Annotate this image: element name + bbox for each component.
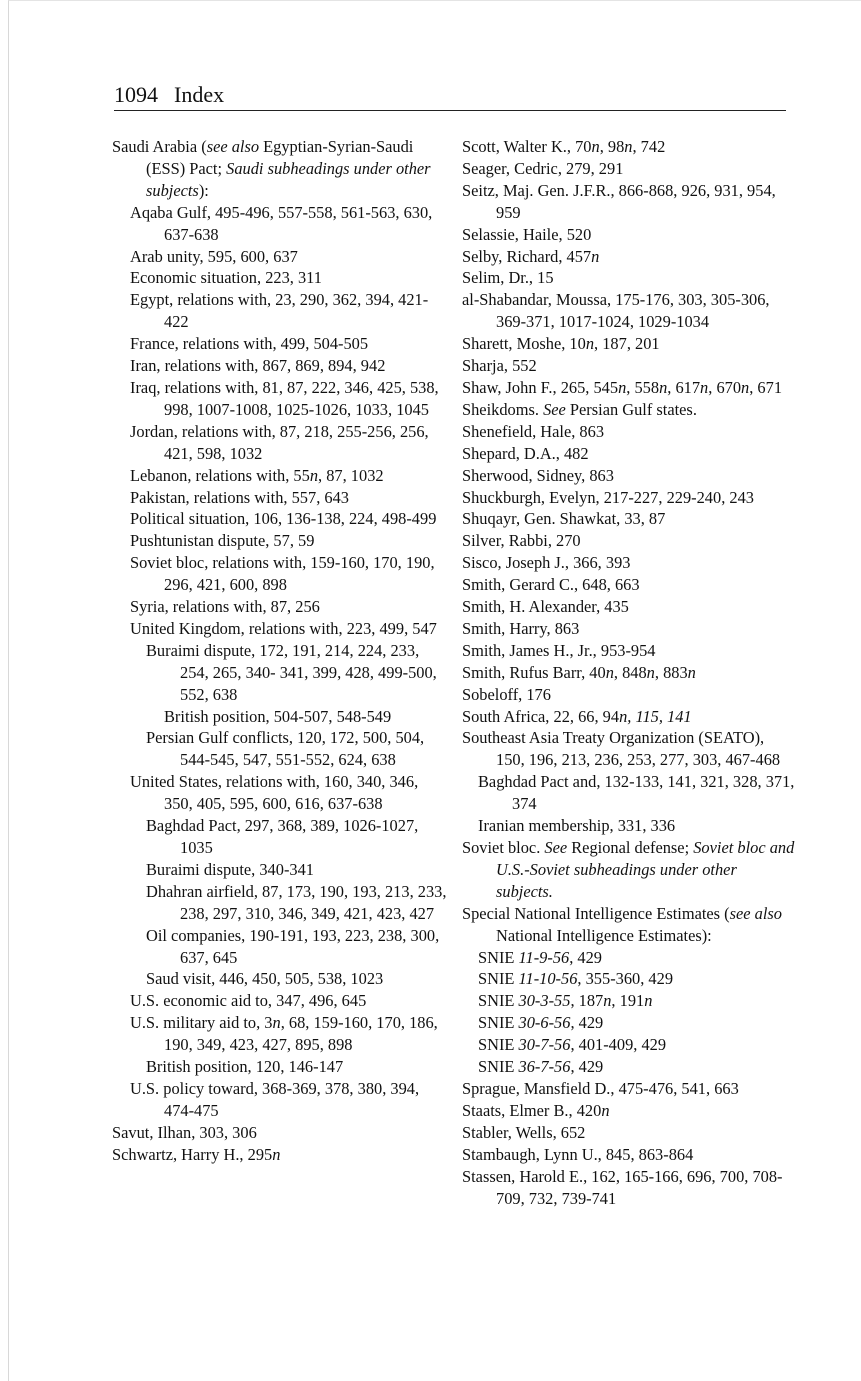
index-entry-text: n [603, 991, 612, 1011]
index-entry-text: , 355-360, 429 [577, 969, 674, 989]
index-entry-text: 36-7-56 [518, 1057, 571, 1077]
index-entry-text: Savut, Ilhan, 303, 306 [112, 1122, 257, 1142]
index-entry-text: n [272, 1144, 281, 1164]
index-entry-text: , 558 [626, 377, 660, 397]
index-entry [459, 443, 795, 465]
index-entry-text: Economic situation, 223, 311 [130, 268, 322, 288]
index-entry [112, 355, 448, 377]
index-entry-text: , 187, 201 [594, 334, 660, 354]
index-entry [459, 968, 795, 990]
index-entry-text: Soviet bloc, relations with, 159-160, 170, 190, 296, 421, 600, 898 [130, 553, 435, 595]
index-entry-text: Political situation, 106, 136-138, 224, 498-499 [130, 509, 437, 529]
index-entry-text: SNIE [478, 991, 519, 1011]
index-entry-text: SNIE [478, 947, 519, 967]
index-entry-text: U.S. policy toward, 368-369, 378, 380, 394, 474-475 [130, 1078, 420, 1120]
index-entry [459, 158, 795, 180]
index-entry-text: Persian Gulf states. [565, 399, 697, 419]
index-entry-text: United States, relations with, 160, 340, 346, 350, 405, 595, 600, 616, 637-638 [130, 772, 419, 814]
index-entry-text: Iranian membership, 331, 336 [478, 816, 676, 836]
index-entry-text: Iraq, relations with, 81, 87, 222, 346, 425, 538, 998, 1007-1008, 1025-1026, 1033, 1045 [130, 377, 439, 419]
index-entry [112, 1144, 448, 1166]
index-entry [459, 903, 795, 947]
index-entry-text: Silver, Rabbi, 270 [462, 531, 581, 551]
index-entry-text: n [618, 377, 627, 397]
index-entry-text: n [591, 246, 600, 266]
index-entry-text: Special National Intelligence Estimates ( [462, 903, 730, 923]
index-entry [459, 508, 795, 530]
index-entry-text: U.S. economic aid to, 347, 496, 645 [130, 991, 367, 1011]
index-entry [459, 574, 795, 596]
index-entry [112, 640, 448, 706]
index-entry-text: n [659, 377, 668, 397]
index-entry-text: Dhahran airfield, 87, 173, 190, 193, 213, 233, 238, 297, 310, 346, 349, 421, 423, 427 [146, 881, 447, 923]
index-entry-text: Persian Gulf conflicts, 120, 172, 500, 504, 544-545, 547, 551-552, 624, 638 [146, 728, 425, 770]
index-entry [112, 530, 448, 552]
index-entry-text: South Africa, 22, 66, 94 [462, 706, 620, 726]
index-entry-text: Southeast Asia Treaty Organization (SEATO), 150, 196, 213, 236, 253, 277, 303, 467-468 [462, 728, 781, 770]
index-entry-text: Syria, relations with, 87, 256 [130, 597, 320, 617]
index-entry-text: n [605, 662, 614, 682]
index-entry-text: British position, 120, 146-147 [146, 1057, 344, 1077]
index-entry-text: Soviet bloc. [462, 838, 545, 857]
index-entry-text: Selim, Dr., 15 [462, 268, 554, 288]
index-entry [112, 136, 448, 202]
index-entry [459, 289, 795, 333]
index-entry [459, 1144, 795, 1166]
index-entry-text: , 191 [611, 991, 645, 1011]
index-entry-text: , 429 [570, 1057, 604, 1077]
index-entry [459, 706, 795, 728]
running-title: Index [174, 82, 225, 107]
index-entry-text: , 98 [599, 137, 625, 156]
index-entry [459, 399, 795, 421]
index-entry [112, 267, 448, 289]
index-entry-text: Jordan, relations with, 87, 218, 255-256, 256, 421, 598, 1032 [130, 421, 429, 463]
index-entry-text: n, 115, 141 [619, 706, 692, 726]
index-entry [459, 333, 795, 355]
index-entry-text: , 401-409, 429 [570, 1035, 667, 1055]
index-entry-text: SNIE [478, 969, 519, 989]
index-entry [459, 815, 795, 837]
index-entry [459, 530, 795, 552]
index-entry-text: Smith, James H., Jr., 953-954 [462, 640, 656, 660]
index-entry-text: Shenefield, Hale, 863 [462, 421, 605, 441]
index-entry-text: n [646, 662, 655, 682]
index-entry [459, 684, 795, 706]
index-entry [112, 246, 448, 268]
index-entry-text: n [601, 1100, 610, 1120]
index-entry-text: n [585, 334, 595, 354]
index-entry-text: Regional defense; [567, 838, 694, 857]
index-entry [459, 618, 795, 640]
index-entry [112, 465, 448, 487]
index-entry [459, 1034, 795, 1056]
index-entry-text: Baghdad Pact and, 132-133, 141, 321, 328, 371, 374 [478, 772, 795, 814]
index-entry-text: Schwartz, Harry H., 295 [112, 1144, 273, 1164]
index-entry-text: SNIE [478, 1013, 519, 1033]
index-entry [459, 1012, 795, 1034]
index-entry-text: Lebanon, relations with, 55 [130, 465, 310, 485]
index-entry-text: Shuqayr, Gen. Shawkat, 33, 87 [462, 509, 666, 529]
index-entry-text: 30-3-55 [518, 991, 571, 1011]
index-entry-text: Seitz, Maj. Gen. J.F.R., 866-868, 926, 931, 954, 959 [462, 180, 776, 222]
index-entry [112, 596, 448, 618]
index-entry [459, 837, 795, 903]
index-entry [112, 859, 448, 881]
index-entry [459, 596, 795, 618]
index-entry-text: Shuckburgh, Evelyn, 217-227, 229-240, 243 [462, 487, 754, 507]
index-entry-text: Smith, Gerard C., 648, 663 [462, 575, 640, 595]
index-entry-text: Oil companies, 190-191, 193, 223, 238, 300, 637, 645 [146, 925, 440, 967]
index-entry-text: Smith, H. Alexander, 435 [462, 597, 629, 617]
index-entry-text: Arab unity, 595, 600, 637 [130, 246, 298, 266]
index-entry [112, 815, 448, 859]
index-entry [459, 180, 795, 224]
index-entry-text: Sheikdoms. [462, 399, 544, 419]
index-entry-text: Egypt, relations with, 23, 290, 362, 394, 421-422 [130, 290, 429, 332]
index-entry-text: Saudi subheadings under other subjects [146, 158, 431, 200]
index-entry-text: Egyptian-Syrian-Saudi (ESS) Pact; [146, 137, 414, 178]
index-entry-text: Stambaugh, Lynn U., 845, 863-864 [462, 1144, 694, 1164]
index-entry [112, 771, 448, 815]
index-entry-text: Scott, Walter K., 70 [462, 137, 592, 156]
index-entry-text: Smith, Harry, 863 [462, 618, 580, 638]
index-entry [459, 136, 795, 158]
index-entry-text: al-Shabandar, Moussa, 175-176, 303, 305-306, 369-371, 1017-1024, 1029-1034 [462, 290, 770, 332]
index-entry-text: see also [729, 903, 782, 923]
index-entry-text: n [591, 137, 600, 156]
index-entry [459, 727, 795, 771]
index-entry-text: United Kingdom, relations with, 223, 499, 547 [130, 618, 437, 638]
index-entry-text: , 670 [708, 377, 742, 397]
index-entry [459, 990, 795, 1012]
index-column-right [459, 136, 795, 1209]
index-entry [459, 662, 795, 684]
index-entry [112, 552, 448, 596]
index-entry [459, 355, 795, 377]
running-header [114, 80, 786, 111]
index-entry-text: Sharett, Moshe, 10 [462, 334, 586, 354]
index-entry-text: Pushtunistan dispute, 57, 59 [130, 531, 315, 551]
index-entry [459, 1166, 795, 1210]
index-entry-text: see also [206, 137, 260, 156]
index-entry-text: SNIE [478, 1057, 519, 1077]
index-entry [459, 246, 795, 268]
index-entry-text: Sherwood, Sidney, 863 [462, 465, 614, 485]
index-entry [112, 1078, 448, 1122]
index-entry-text: Stabler, Wells, 652 [462, 1122, 586, 1142]
index-entry-text: n [272, 1013, 281, 1033]
index-entry-text: Shaw, John F., 265, 545 [462, 377, 619, 397]
index-entry [112, 202, 448, 246]
index-entry [459, 487, 795, 509]
index-entry-text: , 671 [749, 377, 783, 397]
index-entry [112, 333, 448, 355]
index-entry-text: , 429 [570, 1013, 604, 1033]
index-entry [112, 377, 448, 421]
index-entry-text: Sharja, 552 [462, 356, 537, 376]
index-entry-text: , 187 [570, 991, 604, 1011]
index-entry-text: Buraimi dispute, 340-341 [146, 859, 314, 879]
index-column-left [112, 136, 448, 1166]
index-entry [459, 771, 795, 815]
index-entry [112, 1056, 448, 1078]
index-entry [459, 1122, 795, 1144]
index-entry [459, 267, 795, 289]
index-entry [459, 377, 795, 399]
index-entry-text: Stassen, Harold E., 162, 165-166, 696, 700, 708-709, 732, 739-741 [462, 1166, 783, 1208]
index-entry-text: Selby, Richard, 457 [462, 246, 592, 266]
index-entry-text: National Intelligence Estimates): [496, 925, 712, 945]
index-entry [459, 552, 795, 574]
index-entry [112, 1122, 448, 1144]
index-entry [112, 727, 448, 771]
index-entry [112, 990, 448, 1012]
index-entry-text: , 742 [632, 137, 666, 156]
index-entry [112, 1012, 448, 1056]
index-entry-text: n [687, 662, 696, 682]
index-entry-text: British position, 504-507, 548-549 [164, 706, 392, 726]
index-entry-text: 30-7-56 [518, 1035, 571, 1055]
index-entry-text: Pakistan, relations with, 557, 643 [130, 487, 349, 507]
index-entry [112, 421, 448, 465]
index-entry [112, 881, 448, 925]
index-entry-text: n [624, 137, 633, 156]
index-entry-text: Staats, Elmer B., 420 [462, 1100, 602, 1120]
index-entry-text: , 87, 1032 [318, 465, 384, 485]
index-entry [459, 947, 795, 969]
index-entry [112, 968, 448, 990]
index-entry-text: , 883 [654, 662, 688, 682]
index-entry [112, 508, 448, 530]
index-entry-text: Saud visit, 446, 450, 505, 538, 1023 [146, 969, 384, 989]
index-entry [112, 618, 448, 640]
index-entry-text: n [741, 377, 750, 397]
index-entry-text: n [700, 377, 709, 397]
index-entry-text: , 429 [569, 947, 602, 967]
index-entry-text: Iran, relations with, 867, 869, 894, 942 [130, 356, 386, 376]
index-entry-text: , 617 [667, 377, 701, 397]
index-entry [459, 1100, 795, 1122]
index-entry [112, 289, 448, 333]
index-entry-text: Shepard, D.A., 482 [462, 443, 589, 463]
index-entry [459, 421, 795, 443]
index-entry-text: Sobeloff, 176 [462, 684, 551, 704]
index-entry-text: Baghdad Pact, 297, 368, 389, 1026-1027, 1035 [146, 816, 419, 857]
index-entry [459, 640, 795, 662]
index-entry-text: Saudi Arabia ( [112, 137, 207, 156]
index-entry-text: SNIE [478, 1035, 519, 1055]
page-number: 1094 [114, 82, 158, 107]
index-entry-text: n [644, 991, 653, 1011]
index-entry-text: Sprague, Mansfield D., 475-476, 541, 663 [462, 1078, 739, 1098]
index-entry-text: Aqaba Gulf, 495-496, 557-558, 561-563, 630, 637-638 [130, 202, 433, 244]
index-entry-text: Seager, Cedric, 279, 291 [462, 158, 624, 178]
index-entry [112, 925, 448, 969]
index-entry-text: See [543, 399, 566, 419]
index-entry-text: n [309, 465, 319, 485]
index-entry-text: U.S. military aid to, 3 [130, 1013, 273, 1033]
index-entry [459, 1056, 795, 1078]
index-entry [459, 1078, 795, 1100]
index-entry [112, 487, 448, 509]
index-entry-text: , 848 [613, 662, 647, 682]
index-entry-text: 30-6-56 [518, 1013, 571, 1033]
index-entry-text: Sisco, Joseph J., 366, 393 [462, 553, 631, 573]
index-entry [459, 224, 795, 246]
index-entry-text: See [544, 838, 568, 857]
index-entry-text: France, relations with, 499, 504-505 [130, 334, 369, 354]
index-entry-text: Buraimi dispute, 172, 191, 214, 224, 233, 254, 265, 340- 341, 399, 428, 499-500, 552, 638 [146, 640, 437, 704]
index-entry [112, 706, 448, 728]
index-entry-text: ): [198, 180, 209, 200]
index-entry-text: Soviet bloc and U.S.-Soviet subheadings under other subjects. [496, 838, 795, 901]
index-entry-text: , 68, 159-160, 170, 186, 190, 349, 423, 427, 895, 898 [164, 1013, 438, 1055]
index-entry-text: Selassie, Haile, 520 [462, 224, 592, 244]
index-entry-text: 11-9-56 [518, 947, 570, 967]
index-entry [459, 465, 795, 487]
index-entry-text: Smith, Rufus Barr, 40 [462, 662, 606, 682]
index-entry-text: 11-10-56 [518, 969, 578, 989]
